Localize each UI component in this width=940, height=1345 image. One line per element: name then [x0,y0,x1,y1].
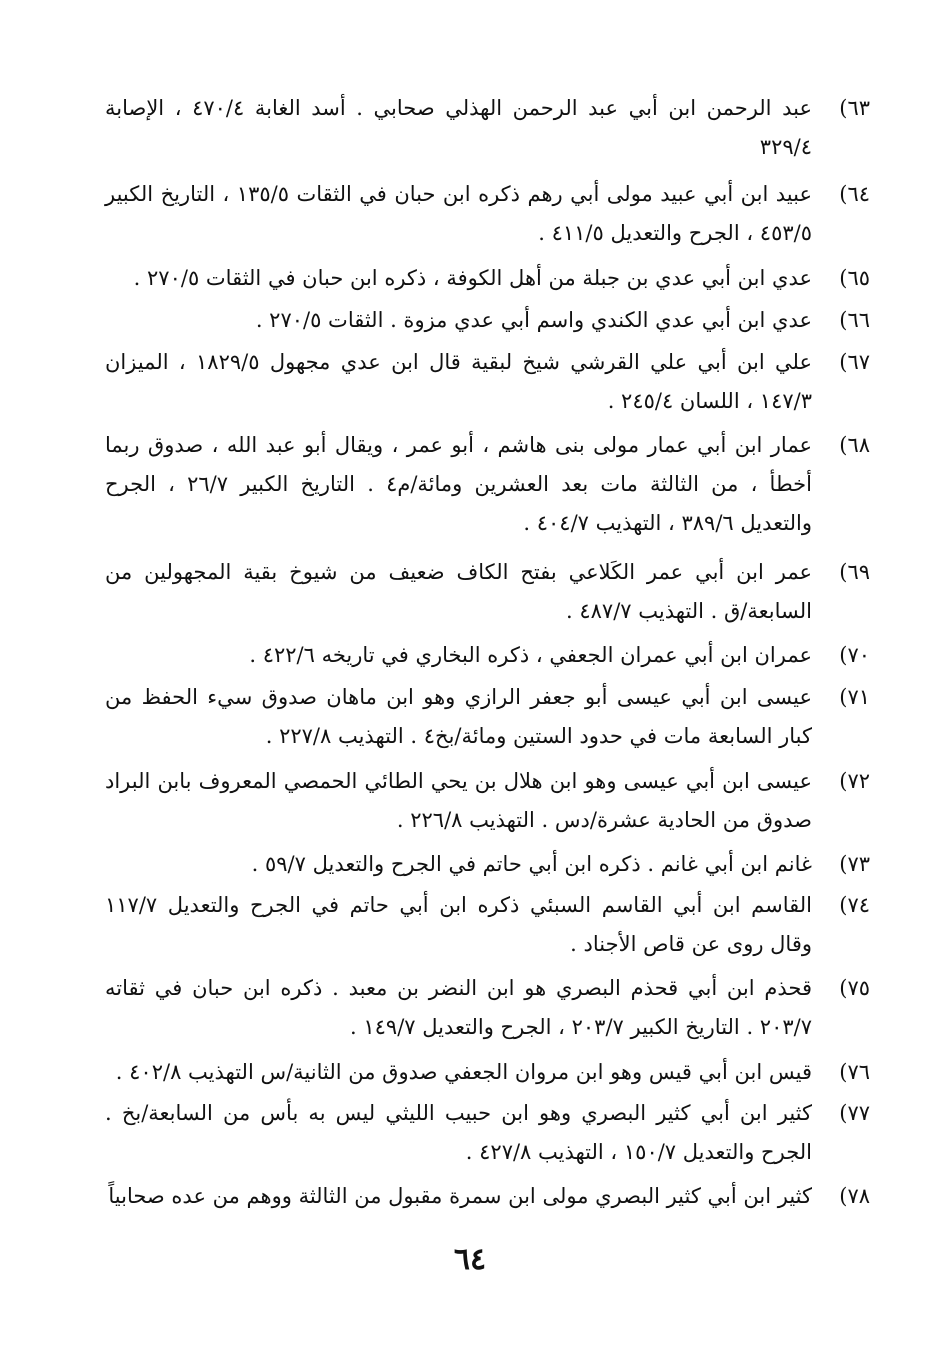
entry-number: ٦٣) [839,96,870,120]
entry-number: ٧٠) [839,643,870,667]
entry-number: ٧٤) [839,893,870,917]
entry-75 [105,969,870,1047]
entry-66 [105,301,870,340]
entry-text: عمران ابن أبي عمران الجعفي ، ذكره البخاري في تاريخه ٤٢٢/٦ . [249,643,812,667]
entry-72 [105,762,870,840]
entry-number: ٧٥) [839,976,870,1000]
entry-text: عمار ابن أبي عمار مولى بنى هاشم ، أبو عمر ، ويقال أبو عبد الله ، صدوق ربما أخطأ ، من الثالثة مات بعد العشرين ومائة/م٤ . التاريخ الكبير ٢٦/٧ ، الجرح والتعديل ٣٨٩/٦ ، التهذيب ٤٠٤/٧ . [105,433,812,535]
entry-70 [105,636,870,675]
entry-71 [105,678,870,756]
entry-64 [105,175,870,253]
entry-number: ٦٥) [839,266,870,290]
entry-number: ٦٩) [839,560,870,584]
entry-number: ٦٧) [839,350,870,374]
entry-text: كثير ابن أبي كثير البصري وهو ابن حبيب الليثي ليس به بأس من السابعة/بخ . الجرح والتعديل ١٥٠/٧ ، التهذيب ٤٢٧/٨ . [105,1101,812,1164]
entry-text: عدي ابن أبي عدي الكندي واسم أبي عدي مزوة . الثقات ٢٧٠/٥ . [255,308,812,332]
entry-76 [105,1053,870,1092]
entry-number: ٧٢) [839,769,870,793]
entry-text: علي ابن أبي علي القرشي شيخ لبقية قال ابن عدي مجهول ١٨٢٩/٥ ، الميزان ١٤٧/٣ ، اللسان ٢٤٥/٤ . [105,350,812,413]
entry-69 [105,553,870,631]
entry-number: ٦٨) [839,433,870,457]
entry-68 [105,426,870,543]
entry-text: القاسم ابن أبي القاسم السبئي ذكره ابن أبي حاتم في الجرح والتعديل ١١٧/٧ وقال روى عن قاص الأجناد . [105,893,812,956]
entry-77 [105,1094,870,1172]
entry-text: عبد الرحمن ابن أبي عبد الرحمن الهذلي صحابي . أسد الغابة ٤٧٠/٤ ، الإصابة ٣٢٩/٤ [105,96,812,159]
entry-text: عيسى ابن أبي عيسى أبو جعفر الرازي وهو ابن ماهان صدوق سيء الحفظ من كبار السابعة مات في حدود الستين ومائة/بخ٤ . التهذيب ٢٢٧/٨ . [105,685,812,748]
entry-text: عدي ابن أبي عدي بن جبلة من أهل الكوفة ، ذكره ابن حبان في الثقات ٢٧٠/٥ . [133,266,812,290]
entry-text: عبيد ابن أبي عبيد مولى أبي رهم ذكره ابن حبان في الثقات ١٣٥/٥ ، التاريخ الكبير ٤٥٣/٥ ، الجرح والتعديل ٤١١/٥ . [105,182,812,245]
entry-number: ٧١) [839,685,870,709]
page-number: ٦٤ [453,1242,487,1277]
entry-number: ٧٧) [839,1101,870,1125]
entry-number: ٧٨) [839,1184,870,1208]
entry-text: قحذم ابن أبي قحذم البصري هو ابن النضر بن معبد . ذكره ابن حبان في ثقاته ٢٠٣/٧ . التاريخ الكبير ٢٠٣/٧ ، الجرح والتعديل ١٤٩/٧ . [105,976,812,1039]
entry-74 [105,886,870,964]
entry-73 [105,845,870,884]
entry-text: قيس ابن أبي قيس وهو ابن مروان الجعفي صدوق من الثانية/س التهذيب ٤٠٢/٨ . [115,1060,812,1084]
entry-65 [105,259,870,298]
entry-78 [105,1177,870,1216]
entry-67 [105,343,870,421]
entry-text: كثير ابن أبي كثير البصري مولى ابن سمرة مقبول من الثالثة ووهم من عده صحابياً [108,1184,812,1208]
entry-number: ٦٦) [839,308,870,332]
entry-number: ٧٣) [839,852,870,876]
entry-text: غانم ابن أبي غانم . ذكره ابن أبي حاتم في الجرح والتعديل ٥٩/٧ . [251,852,812,876]
entry-number: ٦٤) [839,182,870,206]
entry-text: عيسى ابن أبي عيسى وهو ابن هلال بن يحي الطائي الحمصي المعروف بابن البراد صدوق من الحادية عشرة/دس . التهذيب ٢٢٦/٨ . [105,769,812,832]
entry-number: ٧٦) [839,1060,870,1084]
entry-text: عمر ابن أبي عمر الكَلاعي بفتح الكاف ضعيف من شيوخ بقية المجهولين من السابعة/ق . التهذيب ٤٨٧/٧ . [105,560,812,623]
entry-63 [105,89,870,167]
